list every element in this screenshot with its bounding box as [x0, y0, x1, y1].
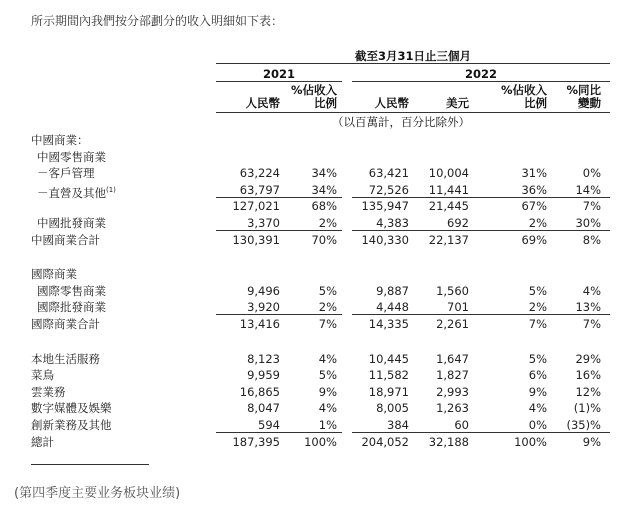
table-row: [0, 266, 627, 282]
row-value: 63,797: [239, 182, 280, 197]
row-value: 63,421: [368, 166, 409, 181]
row-label: 中國批發商業: [37, 216, 106, 230]
row-value: 63,224: [239, 166, 280, 181]
row-value: 68%: [311, 199, 337, 214]
row-value: 5%: [318, 283, 337, 298]
row-value: 30%: [575, 216, 601, 230]
row-value: 1,263: [436, 401, 469, 416]
period-header: 截至3月31日止三個月: [354, 49, 471, 63]
row-value: 1,560: [436, 283, 469, 298]
row-value: 34%: [311, 182, 337, 197]
row-label: 中國商業：: [31, 133, 89, 147]
table-row: [0, 400, 627, 416]
footnote-marker: (1): [106, 185, 116, 194]
row-value: 4%: [582, 283, 601, 298]
row-value: 1%: [318, 418, 337, 432]
row-value: 22,137: [428, 232, 469, 247]
row-label: 雲業務: [31, 384, 66, 399]
row-label: 國際零售商業: [37, 283, 106, 298]
row-value: 127,021: [232, 199, 280, 214]
row-value: 60: [454, 418, 469, 432]
table-row: [0, 165, 627, 181]
col-rmb-2022: 人民幣: [374, 96, 409, 110]
row-value: 12%: [575, 384, 601, 399]
row-value: 692: [447, 216, 469, 230]
table-row: [0, 384, 627, 400]
row-value: 135,947: [361, 199, 409, 214]
table-row: [0, 215, 627, 231]
row-value: 7%: [528, 317, 547, 331]
row-value: 69%: [521, 232, 547, 247]
row-value: 16%: [575, 368, 601, 383]
row-value: 100%: [304, 434, 337, 449]
row-value: 9,496: [247, 283, 280, 298]
col-usd-2022: 美元: [446, 96, 469, 110]
row-value: 11,441: [428, 182, 469, 197]
table-row: [0, 351, 627, 367]
row-value: 384: [387, 418, 409, 432]
row-value: 8,047: [247, 401, 280, 416]
row-value: 72,526: [368, 182, 409, 197]
row-value: 130,391: [232, 232, 280, 247]
row-value: 9%: [528, 384, 547, 399]
row-value: 10,004: [428, 166, 469, 181]
row-value: 5%: [318, 368, 337, 383]
row-label: －直營及其他$^{(1)}$: [37, 185, 116, 200]
row-value: 594: [258, 418, 280, 432]
table-row: [0, 367, 627, 383]
row-value: 29%: [575, 351, 601, 366]
row-value: 36%: [521, 182, 547, 197]
row-label: －客戶管理: [37, 166, 95, 181]
row-value: 2%: [528, 300, 547, 315]
year-2021-rule: [216, 81, 342, 82]
row-label: 本地生活服務: [31, 351, 100, 366]
row-value: 100%: [514, 434, 547, 449]
row-value: 70%: [311, 232, 337, 247]
table-row: [0, 182, 627, 198]
row-value: 8%: [582, 232, 601, 247]
row-value: 7%: [582, 317, 601, 331]
row-value: 4%: [318, 351, 337, 366]
row-value: 5%: [528, 283, 547, 298]
row-value: 9%: [318, 384, 337, 399]
row-value: 9,887: [376, 283, 409, 298]
row-value: 14,335: [368, 317, 409, 331]
col-yoy: %同比 變動: [566, 83, 601, 110]
row-value: 18,971: [368, 384, 409, 399]
unit-note: （以百萬計，百分比除外）: [332, 115, 470, 129]
row-label: 總計: [31, 434, 54, 449]
year-2022-rule: [352, 81, 610, 82]
row-value: 21,445: [428, 199, 469, 214]
row-value: 31%: [521, 166, 547, 181]
col-rmb-2021: 人民幣: [245, 96, 280, 110]
row-value: 13,416: [239, 317, 280, 331]
row-value: 0%: [528, 418, 547, 432]
row-value: 7%: [318, 317, 337, 331]
row-label: 國際商業: [31, 267, 77, 282]
column-header-rule: [216, 112, 610, 113]
row-value: 8,123: [247, 351, 280, 366]
row-value: 187,395: [232, 434, 280, 449]
row-value: 16,865: [239, 384, 280, 399]
row-label: 國際批發商業: [37, 300, 106, 315]
row-value: 2,261: [436, 317, 469, 331]
row-value: 4,448: [376, 300, 409, 315]
row-value: 2,993: [436, 384, 469, 399]
year-2022: 2022: [464, 67, 497, 81]
row-value: 0%: [582, 166, 601, 181]
row-label: 數字媒體及娛樂: [31, 401, 112, 416]
row-value: 2%: [318, 300, 337, 315]
row-value: 204,052: [361, 434, 409, 449]
row-value: 9%: [582, 434, 601, 449]
row-value: 32,188: [428, 434, 469, 449]
row-value: 9,959: [247, 368, 280, 383]
row-value: 140,330: [361, 232, 409, 247]
row-value: 3,920: [247, 300, 280, 315]
row-value: 67%: [521, 199, 547, 214]
col-pct-2022: %佔收入 比例: [500, 83, 547, 110]
row-value: 1,647: [436, 351, 469, 366]
table-row: [0, 283, 627, 299]
row-value: 6%: [528, 368, 547, 383]
table-row: [0, 316, 627, 332]
row-value: 2%: [528, 216, 547, 230]
row-value: 34%: [311, 166, 337, 181]
table-row: [0, 299, 627, 315]
row-label: 中國商業合計: [31, 232, 100, 247]
caption: (第四季度主要业务板块业绩): [14, 486, 181, 501]
row-value: 2%: [318, 216, 337, 230]
row-value: (1)%: [573, 401, 601, 416]
table-row: [0, 149, 627, 165]
row-label: 菜鳥: [31, 368, 54, 383]
table-row: [0, 132, 627, 148]
row-value: 11,582: [368, 368, 409, 383]
table-row: [0, 198, 627, 214]
row-label: 中國零售商業: [37, 149, 106, 164]
row-value: 7%: [582, 199, 601, 214]
row-value: 1,827: [436, 368, 469, 383]
row-value: 5%: [528, 351, 547, 366]
row-value: 4%: [318, 401, 337, 416]
row-value: 4,383: [376, 216, 409, 230]
row-label: 創新業務及其他: [31, 418, 112, 432]
footnote-rule: [31, 464, 149, 465]
table-row: [0, 417, 627, 433]
table-row: [0, 232, 627, 248]
table-row: [0, 434, 627, 450]
col-pct-2021: %佔收入 比例: [290, 83, 337, 110]
row-value: 701: [447, 300, 469, 315]
row-value: 3,370: [247, 216, 280, 230]
row-label: 國際商業合計: [31, 317, 100, 331]
row-value: 10,445: [368, 351, 409, 366]
row-value: (35)%: [566, 418, 601, 432]
row-value: 13%: [575, 300, 601, 315]
period-header-rule: [216, 63, 610, 64]
intro-text: 所示期間內我們按分部劃分的收入明細如下表：: [31, 14, 284, 28]
row-value: 14%: [575, 182, 601, 197]
row-value: 4%: [528, 401, 547, 416]
year-2021: 2021: [262, 67, 295, 81]
row-value: 8,005: [376, 401, 409, 416]
